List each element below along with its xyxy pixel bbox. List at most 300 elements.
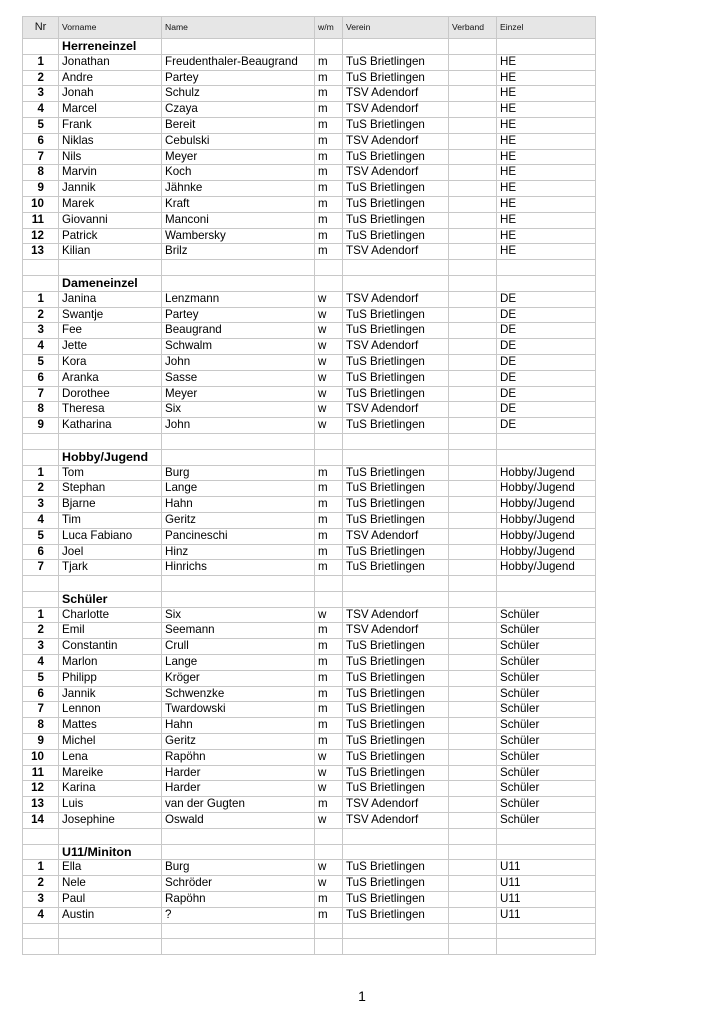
cell-verein: TSV Adendorf xyxy=(343,797,449,813)
table-row xyxy=(23,528,596,544)
cell-einzel: HE xyxy=(497,149,596,165)
cell-vorname: Mattes xyxy=(59,718,162,734)
empty-cell xyxy=(23,39,59,55)
empty-cell xyxy=(59,939,162,955)
cell-wm: w xyxy=(315,765,343,781)
cell-wm: w xyxy=(315,876,343,892)
cell-wm: w xyxy=(315,781,343,797)
cell-einzel: Hobby/Jugend xyxy=(497,481,596,497)
cell-nr: 4 xyxy=(23,339,59,355)
cell-wm: m xyxy=(315,86,343,102)
cell-verband xyxy=(449,765,497,781)
cell-verein: TSV Adendorf xyxy=(343,86,449,102)
cell-vorname: Janina xyxy=(59,291,162,307)
cell-verein: TSV Adendorf xyxy=(343,528,449,544)
cell-name: Harder xyxy=(162,765,315,781)
cell-vorname: Nils xyxy=(59,149,162,165)
cell-vorname: Jannik xyxy=(59,181,162,197)
cell-wm: m xyxy=(315,149,343,165)
cell-einzel: U11 xyxy=(497,892,596,908)
cell-wm: m xyxy=(315,117,343,133)
cell-name: Lange xyxy=(162,655,315,671)
table-row xyxy=(23,165,596,181)
section-header-row xyxy=(23,844,596,860)
header-nr: Nr xyxy=(23,17,59,39)
empty-cell xyxy=(449,260,497,276)
cell-wm: m xyxy=(315,686,343,702)
cell-einzel: Hobby/Jugend xyxy=(497,512,596,528)
cell-wm: m xyxy=(315,623,343,639)
cell-verband xyxy=(449,54,497,70)
cell-nr: 2 xyxy=(23,70,59,86)
cell-nr: 1 xyxy=(23,54,59,70)
cell-wm: m xyxy=(315,212,343,228)
empty-cell xyxy=(59,433,162,449)
table-row xyxy=(23,623,596,639)
empty-cell xyxy=(449,433,497,449)
cell-verband xyxy=(449,465,497,481)
cell-einzel: HE xyxy=(497,196,596,212)
cell-wm: m xyxy=(315,892,343,908)
cell-verband xyxy=(449,86,497,102)
cell-einzel: Schüler xyxy=(497,607,596,623)
cell-verband xyxy=(449,607,497,623)
cell-name: Bereit xyxy=(162,117,315,133)
cell-einzel: U11 xyxy=(497,876,596,892)
cell-vorname: Kora xyxy=(59,354,162,370)
cell-nr: 6 xyxy=(23,370,59,386)
cell-verband xyxy=(449,418,497,434)
cell-nr: 6 xyxy=(23,133,59,149)
cell-verein: TuS Brietlingen xyxy=(343,876,449,892)
cell-nr: 2 xyxy=(23,307,59,323)
cell-wm: m xyxy=(315,655,343,671)
cell-verein: TuS Brietlingen xyxy=(343,117,449,133)
cell-wm: m xyxy=(315,228,343,244)
cell-verband xyxy=(449,670,497,686)
cell-wm: m xyxy=(315,465,343,481)
empty-cell xyxy=(315,576,343,592)
empty-cell xyxy=(449,828,497,844)
cell-einzel: U11 xyxy=(497,907,596,923)
cell-verband xyxy=(449,528,497,544)
cell-einzel: HE xyxy=(497,212,596,228)
empty-cell xyxy=(343,433,449,449)
cell-name: Koch xyxy=(162,165,315,181)
cell-verein: TSV Adendorf xyxy=(343,339,449,355)
cell-vorname: Luca Fabiano xyxy=(59,528,162,544)
cell-wm: w xyxy=(315,354,343,370)
empty-cell xyxy=(449,449,497,465)
cell-wm: w xyxy=(315,323,343,339)
table-row xyxy=(23,149,596,165)
cell-name: Geritz xyxy=(162,512,315,528)
cell-verein: TuS Brietlingen xyxy=(343,655,449,671)
cell-wm: w xyxy=(315,813,343,829)
cell-name: ? xyxy=(162,907,315,923)
cell-einzel: Hobby/Jugend xyxy=(497,560,596,576)
empty-cell xyxy=(343,844,449,860)
table-row xyxy=(23,228,596,244)
cell-verein: TuS Brietlingen xyxy=(343,497,449,513)
empty-cell xyxy=(162,591,315,607)
cell-wm: m xyxy=(315,102,343,118)
cell-einzel: Schüler xyxy=(497,623,596,639)
cell-nr: 12 xyxy=(23,781,59,797)
empty-cell xyxy=(162,576,315,592)
table-row xyxy=(23,465,596,481)
cell-verein: TuS Brietlingen xyxy=(343,386,449,402)
cell-verein: TuS Brietlingen xyxy=(343,70,449,86)
cell-vorname: Niklas xyxy=(59,133,162,149)
cell-name: Beaugrand xyxy=(162,323,315,339)
empty-cell xyxy=(497,275,596,291)
cell-verein: TuS Brietlingen xyxy=(343,149,449,165)
cell-verband xyxy=(449,781,497,797)
cell-verband xyxy=(449,512,497,528)
cell-nr: 2 xyxy=(23,623,59,639)
cell-einzel: DE xyxy=(497,370,596,386)
cell-vorname: Jonah xyxy=(59,86,162,102)
cell-einzel: HE xyxy=(497,54,596,70)
cell-vorname: Marcel xyxy=(59,102,162,118)
cell-verband xyxy=(449,212,497,228)
cell-einzel: HE xyxy=(497,165,596,181)
cell-name: Hinrichs xyxy=(162,560,315,576)
cell-einzel: HE xyxy=(497,102,596,118)
cell-name: Six xyxy=(162,402,315,418)
cell-name: Czaya xyxy=(162,102,315,118)
cell-verein: TuS Brietlingen xyxy=(343,639,449,655)
cell-vorname: Jette xyxy=(59,339,162,355)
cell-wm: m xyxy=(315,196,343,212)
cell-name: Cebulski xyxy=(162,133,315,149)
header-row xyxy=(23,17,596,39)
cell-name: Kröger xyxy=(162,670,315,686)
cell-wm: m xyxy=(315,702,343,718)
empty-cell xyxy=(23,923,59,939)
cell-wm: w xyxy=(315,749,343,765)
cell-verband xyxy=(449,702,497,718)
cell-einzel: HE xyxy=(497,117,596,133)
empty-cell xyxy=(162,844,315,860)
empty-cell xyxy=(449,39,497,55)
empty-cell xyxy=(343,939,449,955)
cell-verein: TuS Brietlingen xyxy=(343,765,449,781)
cell-nr: 7 xyxy=(23,386,59,402)
cell-verein: TuS Brietlingen xyxy=(343,749,449,765)
empty-cell xyxy=(343,39,449,55)
cell-verein: TSV Adendorf xyxy=(343,102,449,118)
cell-nr: 3 xyxy=(23,497,59,513)
cell-verein: TuS Brietlingen xyxy=(343,228,449,244)
table-row xyxy=(23,718,596,734)
table-row xyxy=(23,133,596,149)
empty-cell xyxy=(497,449,596,465)
cell-name: Twardowski xyxy=(162,702,315,718)
cell-wm: m xyxy=(315,560,343,576)
page-number: 1 xyxy=(358,988,366,1004)
empty-cell xyxy=(162,939,315,955)
cell-verband xyxy=(449,354,497,370)
cell-einzel: Schüler xyxy=(497,813,596,829)
empty-cell xyxy=(23,260,59,276)
table-row xyxy=(23,402,596,418)
table-row xyxy=(23,639,596,655)
cell-verein: TuS Brietlingen xyxy=(343,781,449,797)
cell-einzel: DE xyxy=(497,307,596,323)
cell-nr: 4 xyxy=(23,512,59,528)
cell-vorname: Austin xyxy=(59,907,162,923)
empty-cell xyxy=(162,275,315,291)
section-header-row xyxy=(23,449,596,465)
cell-einzel: DE xyxy=(497,418,596,434)
cell-vorname: Marek xyxy=(59,196,162,212)
cell-nr: 2 xyxy=(23,481,59,497)
cell-einzel: DE xyxy=(497,339,596,355)
cell-verein: TuS Brietlingen xyxy=(343,686,449,702)
empty-cell xyxy=(23,591,59,607)
table-row xyxy=(23,291,596,307)
cell-nr: 8 xyxy=(23,165,59,181)
cell-einzel: Hobby/Jugend xyxy=(497,465,596,481)
cell-nr: 6 xyxy=(23,544,59,560)
cell-name: Manconi xyxy=(162,212,315,228)
cell-einzel: Hobby/Jugend xyxy=(497,528,596,544)
cell-einzel: HE xyxy=(497,70,596,86)
empty-cell xyxy=(497,923,596,939)
cell-einzel: U11 xyxy=(497,860,596,876)
cell-verband xyxy=(449,686,497,702)
table-row xyxy=(23,386,596,402)
cell-vorname: Mareike xyxy=(59,765,162,781)
cell-nr: 1 xyxy=(23,607,59,623)
cell-wm: w xyxy=(315,370,343,386)
cell-nr: 5 xyxy=(23,117,59,133)
cell-verein: TuS Brietlingen xyxy=(343,734,449,750)
cell-verein: TSV Adendorf xyxy=(343,244,449,260)
cell-name: Meyer xyxy=(162,149,315,165)
cell-verband xyxy=(449,149,497,165)
cell-verband xyxy=(449,892,497,908)
empty-cell xyxy=(23,828,59,844)
cell-verband xyxy=(449,291,497,307)
cell-nr: 4 xyxy=(23,102,59,118)
cell-verband xyxy=(449,797,497,813)
empty-cell xyxy=(449,275,497,291)
cell-vorname: Marvin xyxy=(59,165,162,181)
table-row xyxy=(23,54,596,70)
table-row xyxy=(23,102,596,118)
section-header-row xyxy=(23,275,596,291)
cell-wm: w xyxy=(315,418,343,434)
table-row xyxy=(23,86,596,102)
table-row xyxy=(23,418,596,434)
cell-verein: TSV Adendorf xyxy=(343,291,449,307)
header-wm: w/m xyxy=(315,17,343,39)
cell-verein: TuS Brietlingen xyxy=(343,718,449,734)
cell-verein: TuS Brietlingen xyxy=(343,181,449,197)
cell-verband xyxy=(449,228,497,244)
cell-verein: TuS Brietlingen xyxy=(343,196,449,212)
cell-nr: 2 xyxy=(23,876,59,892)
cell-verband xyxy=(449,639,497,655)
empty-cell xyxy=(315,275,343,291)
cell-nr: 14 xyxy=(23,813,59,829)
cell-nr: 7 xyxy=(23,149,59,165)
section-title: Herreneinzel xyxy=(59,39,162,55)
cell-verband xyxy=(449,181,497,197)
cell-einzel: Schüler xyxy=(497,781,596,797)
cell-nr: 3 xyxy=(23,323,59,339)
empty-cell xyxy=(449,576,497,592)
cell-einzel: Schüler xyxy=(497,639,596,655)
empty-cell xyxy=(162,433,315,449)
cell-vorname: Frank xyxy=(59,117,162,133)
cell-nr: 11 xyxy=(23,212,59,228)
cell-verband xyxy=(449,655,497,671)
cell-verein: TuS Brietlingen xyxy=(343,465,449,481)
empty-cell xyxy=(343,591,449,607)
cell-name: Six xyxy=(162,607,315,623)
cell-einzel: Schüler xyxy=(497,670,596,686)
cell-verband xyxy=(449,481,497,497)
header-name: Name xyxy=(162,17,315,39)
cell-wm: w xyxy=(315,402,343,418)
cell-nr: 5 xyxy=(23,670,59,686)
cell-nr: 10 xyxy=(23,196,59,212)
empty-cell xyxy=(23,939,59,955)
cell-verein: TuS Brietlingen xyxy=(343,354,449,370)
cell-name: Freudenthaler-Beaugrand xyxy=(162,54,315,70)
cell-name: Hahn xyxy=(162,497,315,513)
spacer-row xyxy=(23,576,596,592)
cell-name: Burg xyxy=(162,465,315,481)
empty-cell xyxy=(315,39,343,55)
cell-vorname: Dorothee xyxy=(59,386,162,402)
cell-verband xyxy=(449,749,497,765)
cell-verein: TSV Adendorf xyxy=(343,813,449,829)
cell-verein: TuS Brietlingen xyxy=(343,54,449,70)
section-header-row xyxy=(23,39,596,55)
cell-nr: 9 xyxy=(23,181,59,197)
table-row xyxy=(23,670,596,686)
cell-vorname: Tom xyxy=(59,465,162,481)
cell-verband xyxy=(449,560,497,576)
empty-cell xyxy=(59,923,162,939)
cell-wm: m xyxy=(315,639,343,655)
cell-name: Schwalm xyxy=(162,339,315,355)
cell-verband xyxy=(449,860,497,876)
empty-cell xyxy=(162,449,315,465)
cell-verein: TuS Brietlingen xyxy=(343,370,449,386)
cell-verein: TSV Adendorf xyxy=(343,165,449,181)
empty-cell xyxy=(59,260,162,276)
empty-cell xyxy=(315,433,343,449)
table-row xyxy=(23,181,596,197)
empty-cell xyxy=(449,591,497,607)
cell-vorname: Joel xyxy=(59,544,162,560)
cell-vorname: Aranka xyxy=(59,370,162,386)
cell-name: Meyer xyxy=(162,386,315,402)
cell-name: Oswald xyxy=(162,813,315,829)
empty-cell xyxy=(343,828,449,844)
spacer-row xyxy=(23,260,596,276)
cell-wm: m xyxy=(315,181,343,197)
empty-cell xyxy=(343,275,449,291)
table-row xyxy=(23,212,596,228)
table-row xyxy=(23,749,596,765)
cell-verein: TuS Brietlingen xyxy=(343,307,449,323)
cell-name: Geritz xyxy=(162,734,315,750)
cell-nr: 7 xyxy=(23,702,59,718)
cell-vorname: Paul xyxy=(59,892,162,908)
empty-cell xyxy=(315,591,343,607)
cell-wm: m xyxy=(315,670,343,686)
table-row xyxy=(23,354,596,370)
empty-cell xyxy=(162,260,315,276)
cell-verein: TSV Adendorf xyxy=(343,133,449,149)
cell-verein: TuS Brietlingen xyxy=(343,212,449,228)
cell-nr: 1 xyxy=(23,860,59,876)
cell-nr: 6 xyxy=(23,686,59,702)
cell-verein: TuS Brietlingen xyxy=(343,544,449,560)
cell-nr: 10 xyxy=(23,749,59,765)
cell-name: Lenzmann xyxy=(162,291,315,307)
cell-wm: m xyxy=(315,54,343,70)
table-row xyxy=(23,481,596,497)
empty-cell xyxy=(23,433,59,449)
table-row xyxy=(23,765,596,781)
cell-vorname: Katharina xyxy=(59,418,162,434)
cell-vorname: Fee xyxy=(59,323,162,339)
cell-einzel: HE xyxy=(497,181,596,197)
table-row xyxy=(23,560,596,576)
cell-wm: w xyxy=(315,607,343,623)
table-row xyxy=(23,307,596,323)
cell-verein: TSV Adendorf xyxy=(343,607,449,623)
cell-vorname: Kilian xyxy=(59,244,162,260)
cell-vorname: Jonathan xyxy=(59,54,162,70)
cell-name: Wambersky xyxy=(162,228,315,244)
cell-name: Schröder xyxy=(162,876,315,892)
cell-nr: 12 xyxy=(23,228,59,244)
cell-einzel: DE xyxy=(497,386,596,402)
table-row xyxy=(23,797,596,813)
cell-nr: 4 xyxy=(23,655,59,671)
empty-cell xyxy=(343,576,449,592)
cell-einzel: Schüler xyxy=(497,655,596,671)
cell-verein: TuS Brietlingen xyxy=(343,323,449,339)
cell-name: Schulz xyxy=(162,86,315,102)
cell-wm: m xyxy=(315,133,343,149)
cell-verband xyxy=(449,544,497,560)
table-row xyxy=(23,607,596,623)
cell-verein: TuS Brietlingen xyxy=(343,702,449,718)
player-list-table xyxy=(22,16,596,955)
empty-cell xyxy=(497,39,596,55)
empty-cell xyxy=(315,939,343,955)
empty-cell xyxy=(343,923,449,939)
table-row xyxy=(23,734,596,750)
table-row xyxy=(23,907,596,923)
cell-verband xyxy=(449,70,497,86)
table-row xyxy=(23,813,596,829)
table-row xyxy=(23,117,596,133)
cell-verband xyxy=(449,323,497,339)
spacer-row xyxy=(23,433,596,449)
cell-wm: m xyxy=(315,512,343,528)
